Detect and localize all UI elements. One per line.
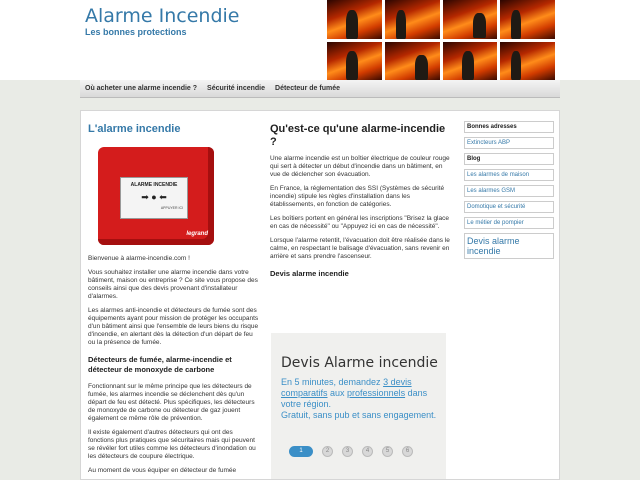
sidebar-heading-blog: Blog <box>464 153 554 165</box>
inscriptions-paragraph: Les boîtiers portent en général les inscriptions "Brisez la glace en cas de nécessité" ou "Appuyez ici en cas de nécessité". <box>270 215 449 230</box>
evacuation-paragraph: Lorsque l'alarme retentit, l'évacuation doit être réalisée dans le calme, en respectant le balisage d'évacuation, sans revenir en arrière et sans prendre l'ascenseur. <box>270 237 450 260</box>
arrows-icon: ➡ ● ⬅ <box>141 192 167 202</box>
devis-free-text: Gratuit, sans pub et sans engagement. <box>281 410 437 420</box>
nav-item-ou-acheter[interactable]: Où acheter une alarme incendie ? <box>85 85 198 92</box>
sidebar-link-alarmes-maison[interactable]: Les alarmes de maison <box>464 169 554 181</box>
sidebar-heading-adresses: Bonnes adresses <box>464 121 554 133</box>
devis-widget-text <box>281 377 441 421</box>
firefighter-photo <box>500 0 555 39</box>
equip-paragraph: Au moment de vous équiper en détecteur de fumée <box>88 467 237 474</box>
firefighter-photo <box>385 42 440 81</box>
devis-widget-title: Devis Alarme incendie <box>281 355 438 371</box>
step-dot[interactable]: 6 <box>402 446 413 457</box>
site-header <box>0 0 640 80</box>
alarm-panel <box>120 177 188 219</box>
devis-text-part: En 5 minutes, demandez <box>281 377 384 387</box>
detectors-paragraph: Fonctionnant sur le même principe que les détecteurs de fumée, les alarmes incendie se déclenchent dès qu'un départ de feu est détecté. Plus spécifiques, les détecteurs de monoxyde de carbone ou détecteur de gaz jouent également ce même rôle de prévention. <box>88 383 255 422</box>
middle-column <box>270 123 450 278</box>
alarm-sub-label: APPUYER ICI <box>160 206 183 210</box>
step-slider <box>289 446 422 457</box>
sidebar <box>464 121 554 259</box>
page-title: L'alarme incendie <box>88 123 181 135</box>
firefighter-photo <box>327 42 382 81</box>
main-content <box>80 110 560 480</box>
faq-heading: Qu'est-ce qu'une alarme-incendie ? <box>270 123 446 148</box>
fire-alarm-image <box>98 147 214 245</box>
nav-item-securite[interactable]: Sécurité incendie <box>207 85 266 92</box>
professionnels-link[interactable]: professionnels <box>347 388 406 398</box>
site-tagline: Les bonnes protections <box>85 27 187 37</box>
site-title[interactable]: Alarme Incendie <box>85 5 240 27</box>
firefighter-photo <box>443 42 498 81</box>
devis-heading: Devis alarme incendie <box>270 269 349 278</box>
devis-comparatifs-link[interactable]: 3 devis comparatifs <box>281 377 412 398</box>
devis-text-part: dans votre région. <box>281 388 428 409</box>
firefighter-photo <box>443 0 498 39</box>
other-detectors-paragraph: Il existe également d'autres détecteurs qui ont des fonctions plus pratiques que sécuritaires mais qui peuvent se révéler fort utiles comme les détecteurs d'inondation ou les détecteurs de coupure électrique. <box>88 429 256 460</box>
devis-text-part: aux <box>327 388 348 398</box>
legrand-logo: legrand <box>186 231 208 237</box>
detectors-heading: Détecteurs de fumée, alarme-incendie et détecteur de monoxyde de carbone <box>88 355 232 374</box>
intro-paragraph: Vous souhaitez installer une alarme incendie dans votre bâtiment, maison ou entreprise ? Ce site vous propose des conseils ainsi que des devis provenant d'installateur d'alarmes. <box>88 269 258 300</box>
alarm-label: ALARME INCENDIE <box>130 182 178 188</box>
sidebar-link-domotique[interactable]: Domotique et sécurité <box>464 201 554 213</box>
sidebar-link-extincteurs[interactable]: Extincteurs ABP <box>464 137 554 149</box>
step-dot[interactable]: 1 <box>289 446 313 457</box>
step-dot[interactable]: 4 <box>362 446 373 457</box>
step-dot[interactable]: 3 <box>342 446 353 457</box>
nav-item-detecteur[interactable]: Détecteur de fumée <box>275 85 340 92</box>
sidebar-link-alarmes-gsm[interactable]: Les alarmes GSM <box>464 185 554 197</box>
firefighter-photo <box>500 42 555 81</box>
header-photo-grid <box>327 0 555 80</box>
definition-paragraph: Une alarme incendie est un boîtier électrique de couleur rouge qui sert à détecter un début d'incendie dans un bâtiment, en vue de déclencher son évacuation. <box>270 155 450 178</box>
main-navbar <box>80 80 560 98</box>
step-dot[interactable]: 5 <box>382 446 393 457</box>
alarms-paragraph: Les alarmes anti-incendie et détecteurs de fumée sont des équipements ayant pour mission de protéger les occupants d'un bâtiment ainsi que l'ensemble de leurs biens du risque d'incendie, en alertant dès la détection d'un départ de feu ou la présence de fumée. <box>88 307 259 346</box>
welcome-text: Bienvenue à alarme-incendie.com ! <box>88 255 190 262</box>
sidebar-link-pompier[interactable]: Le métier de pompier <box>464 217 554 229</box>
devis-widget[interactable] <box>271 333 446 480</box>
firefighter-photo <box>327 0 382 39</box>
regulation-paragraph: En France, la réglementation des SSI (Systèmes de sécurité incendie) stipule les règles d'installation dans les établissements, en fonction de catégories. <box>270 185 445 208</box>
firefighter-photo <box>385 0 440 39</box>
left-column <box>88 123 260 475</box>
step-dot[interactable]: 2 <box>322 446 333 457</box>
sidebar-link-devis[interactable]: Devis alarme incendie <box>464 233 554 259</box>
